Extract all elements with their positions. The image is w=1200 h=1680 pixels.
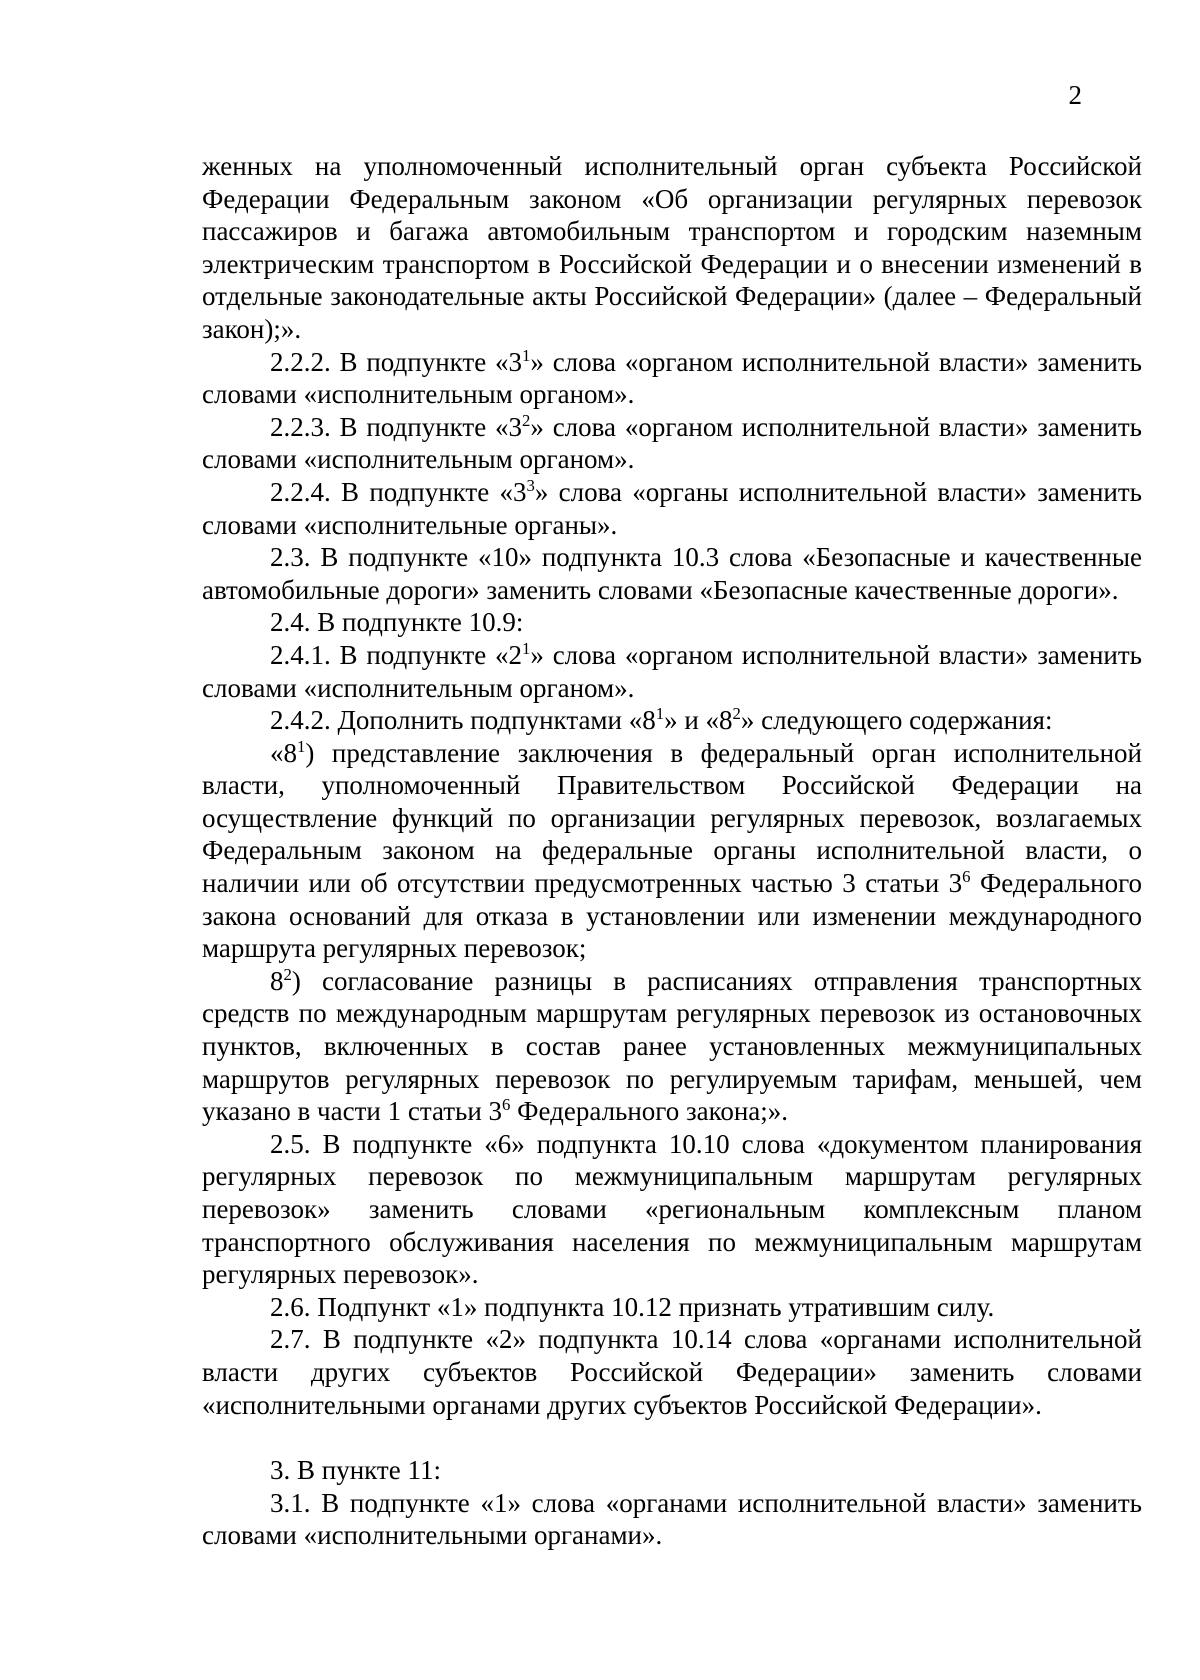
paragraph-text: 2.7. В подпункте «2» подпункта 10.14 слова «органами исполнительной власти других субъектов Российской Федерации» заменить словами «исполнительными органами других субъектов Российской Федерации». [202,1324,1142,1420]
superscript: 2 [522,410,531,430]
paragraph-text: Федерального закона;». [510,1096,789,1127]
paragraph-text: » слова «органы исполнительной власти» заменить словами «исполнительные органы». [202,476,1142,540]
paragraph-p9 [202,965,1142,1128]
paragraph-text: ) представление заключения в федеральный орган исполнительной власти, уполномоченный Правительством Российской Федерации на осуществление функций по организации регулярных перевозок, возлагаемых Федеральным законом на федеральные органы исполнительной власти, о наличии или об отсутствии предусмотренных частью 3 статьи 3 [202,737,1142,899]
superscript: 1 [522,345,531,365]
paragraph-p1 [202,346,1142,411]
paragraph-p4 [202,541,1142,606]
paragraph-text: женных на уполномоченный исполнительный орган субъекта Российской Федерации Федеральным законом «Об организации регулярных перевозок пассажиров и багажа автомобильным транспортом и городским наземным электрическим транспортом в Российской Федерации и о внесении изменений в отдельные законодательные акты Российской Федерации» (далее – Федеральный закон);». [202,151,1142,344]
paragraph-text: » слова «органом исполнительной власти» заменить словами «исполнительным органом». [202,639,1142,703]
paragraph-text: 2.4. В подпункте 10.9: [270,607,524,638]
superscript: 6 [502,1095,511,1115]
paragraph-p14 [202,1487,1142,1552]
superscript: 1 [522,638,531,658]
paragraph-text: 2.3. В подпункте «10» подпункта 10.3 слова «Безопасные и качественные автомобильные дороги» заменить словами «Безопасные качественные дороги». [202,542,1142,605]
paragraph-text: 2.5. В подпункте «6» подпункта 10.10 слова «документом планирования регулярных перевозок по межмуниципальным маршрутам регулярных перевозок» заменить словами «региональным комплексным планом транспортного обслуживания населения по межмуниципальным маршрутам регулярных перевозок». [202,1128,1142,1290]
paragraph-text: 2.2.2. В подпункте «3 [270,346,523,377]
superscript: 6 [962,867,971,887]
paragraph-p12 [202,1323,1142,1421]
superscript: 2 [283,964,292,984]
paragraph-p0 [202,150,1142,346]
superscript: 2 [732,704,741,724]
paragraph-p2 [202,411,1142,476]
paragraph-text: Федерального закона оснований для отказа в установлении или изменении международного маршрута регулярных перевозок; [202,868,1142,964]
paragraph-text: «8 [270,737,297,768]
paragraph-text: 3. В пункте 11: [270,1455,441,1486]
paragraph-p13 [202,1454,1142,1487]
paragraph-text: ) согласование разницы в расписаниях отправления транспортных средств по международным маршрутам регулярных перевозок из остановочных пунктов, включенных в состав ранее установленных межмуниципальных маршрутов регулярных перевозок по регулируемым тарифам, меньшей, чем указано в части 1 статьи 3 [202,965,1142,1127]
page-number: 2 [1068,80,1082,110]
paragraph-text: 8 [270,965,284,996]
paragraph-p5 [202,606,1142,639]
paragraph-text: 2.4.2. Дополнить подпунктами «8 [270,705,656,736]
paragraph-p10 [202,1128,1142,1291]
paragraph-text: 2.2.4. В подпункте «3 [270,476,527,507]
superscript: 3 [526,475,535,495]
paragraph-text: 2.6. Подпункт «1» подпункта 10.12 признать утратившим силу. [270,1291,995,1322]
superscript: 1 [655,704,665,724]
paragraph-p7 [202,704,1142,737]
paragraph-text: » слова «органом исполнительной власти» заменить словами «исполнительным органом». [202,411,1142,475]
paragraph-text: 3.1. В подпункте «1» слова «органами исполнительной власти» заменить словами «исполнительными органами». [202,1487,1142,1551]
paragraph-text: » следующего содержания: [740,705,1053,736]
paragraph-p8 [202,737,1142,965]
paragraph-p11 [202,1291,1142,1324]
paragraph-text: 2.2.3. В подпункте «3 [270,411,523,442]
paragraph-p3 [202,476,1142,541]
document-body [202,150,1142,1552]
paragraph-p6 [202,639,1142,704]
paragraph-text: » и «8 [664,705,733,736]
superscript: 1 [297,736,306,756]
paragraph-text: 2.4.1. В подпункте «2 [270,639,523,670]
paragraph-text: » слова «органом исполнительной власти» заменить словами «исполнительным органом». [202,346,1142,410]
